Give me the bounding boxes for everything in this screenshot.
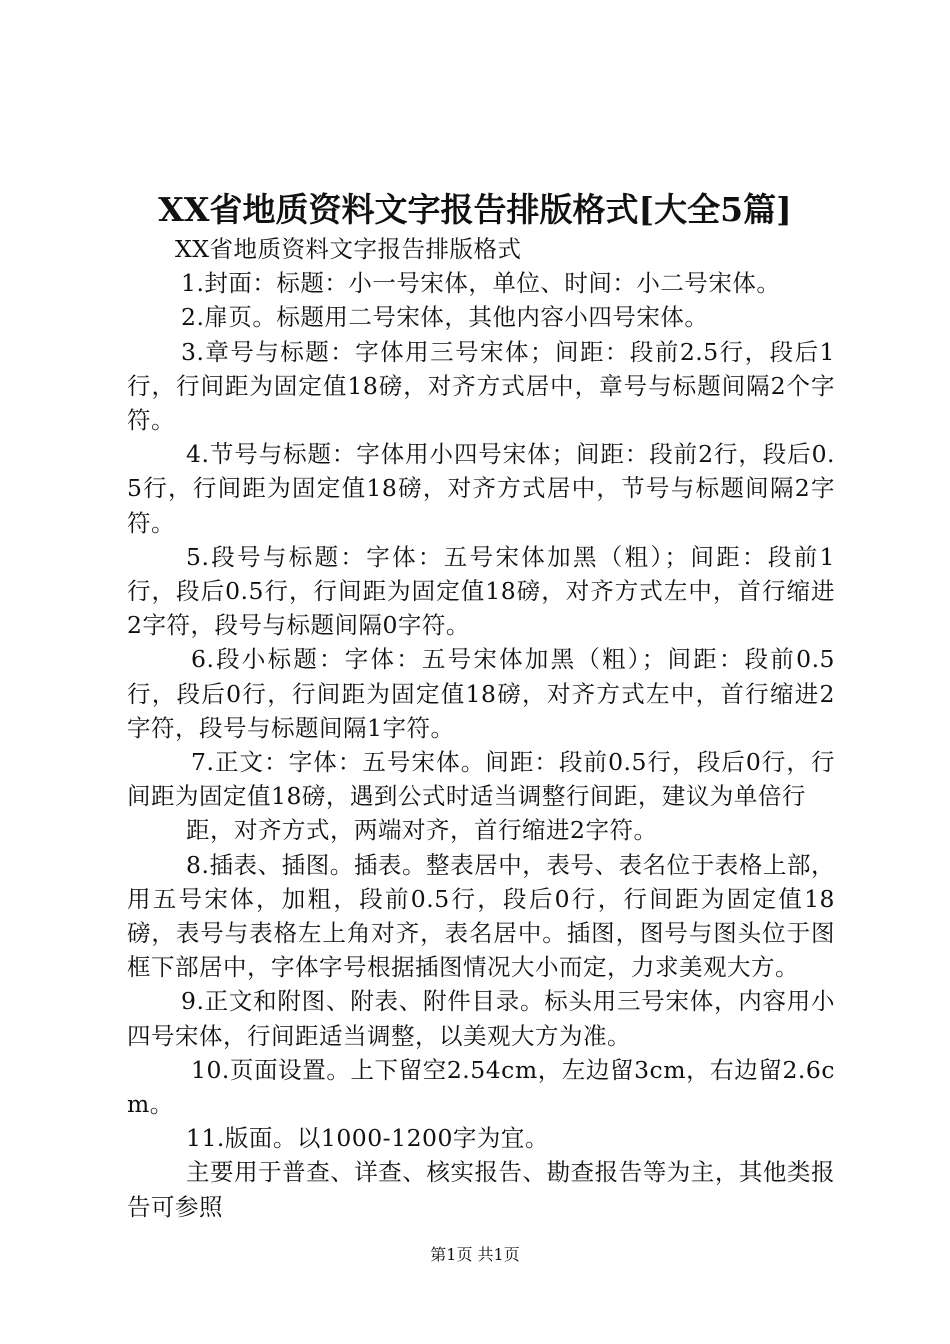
paragraph-5-clause: 5.段号与标题：字体：五号宋体加黑（粗）；间距：段前1行，段后0.5行，行间距为固定值18磅，对齐方式左中，首行缩进2字符，段号与标题间隔0字符。 xyxy=(127,542,835,640)
paragraph-10-page-setup: 10.页面设置。上下留空2.54cm，左边留3cm，右边留2.6cm。 xyxy=(127,1055,835,1119)
paragraph-usage-note: 主要用于普查、详查、核实报告、勘查报告等为主，其他类报告可参照 xyxy=(127,1158,835,1221)
paragraph-2-flyleaf: 2.扉页。标题用二号宋体，其他内容小四号宋体。 xyxy=(181,303,709,332)
document-body xyxy=(127,232,835,1224)
paragraph-6-subheading: 6.段小标题：字体：五号宋体加黑（粗）；间距：段前0.5行，段后0行，行间距为固定值18磅，对齐方式左中，首行缩进2字符，段号与标题间隔1字符。 xyxy=(127,645,835,742)
document-title: XX省地质资料文字报告排版格式[大全5篇] xyxy=(158,190,792,229)
paragraph-1-cover: 1.封面：标题：小一号宋体，单位、时间：小二号宋体。 xyxy=(181,269,781,298)
paragraph-7-body-text: 7.正文：字体：五号宋体。间距：段前0.5行，段后0行，行间距为固定值18磅，遇到公式时适当调整行间距，建议为单倍行 xyxy=(127,748,835,811)
paragraph-3-chapter: 3.章号与标题：字体用三号宋体；间距：段前2.5行，段后1行，行间距为固定值18磅，对齐方式居中，章号与标题间隔2个字符。 xyxy=(127,337,835,435)
subtitle-paragraph: XX省地质资料文字报告排版格式 xyxy=(175,235,522,263)
paragraph-8-tables-figures: 8.插表、插图。插表。整表居中，表号、表名位于表格上部，用五号宋体，加粗，段前0.5行，段后0行，行间距为固定值18磅，表号与表格左上角对齐，表名居中。插图，图号与图头位于图框下部居中，字体字号根据插图情况大小而定，力求美观大方。 xyxy=(127,850,835,982)
paragraph-4-section: 4.节号与标题：字体用小四号宋体；间距：段前2行，段后0.5行，行间距为固定值18磅，对齐方式居中，节号与标题间隔2字符。 xyxy=(127,440,835,537)
paragraph-7-continued: 距，对齐方式，两端对齐，首行缩进2字符。 xyxy=(186,816,658,845)
paragraph-11-layout: 11.版面。以1000-1200字为宜。 xyxy=(186,1124,549,1153)
page-footer: 第1页 共1页 xyxy=(430,1245,520,1264)
paragraph-9-appendix: 9.正文和附图、附表、附件目录。标头用三号宋体，内容用小四号宋体，行间距适当调整，以美观大方为准。 xyxy=(127,987,835,1050)
